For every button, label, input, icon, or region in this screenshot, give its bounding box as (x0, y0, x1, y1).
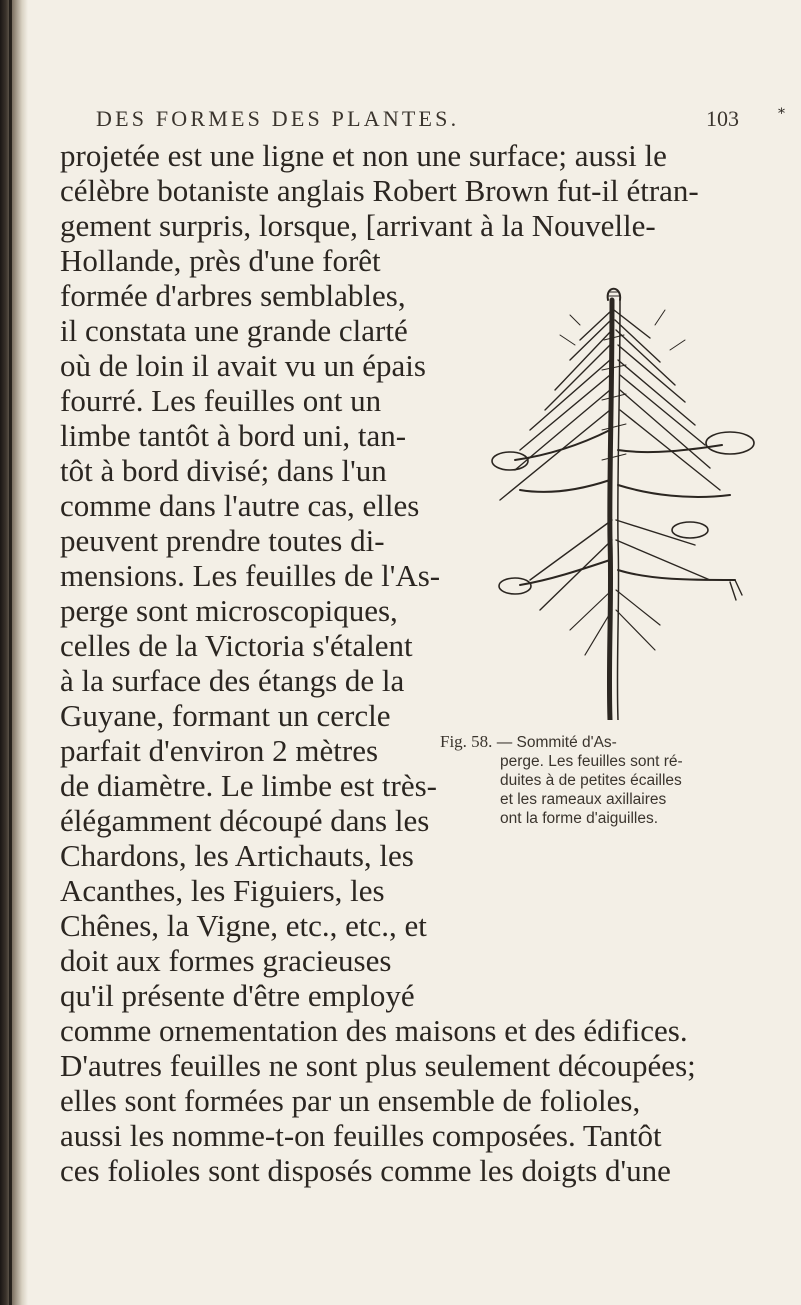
text-line: Chênes, la Vigne, etc., etc., et (60, 908, 427, 943)
text-line: fourré. Les feuilles ont un (60, 383, 382, 418)
text-line: D'autres feuilles ne sont plus seulement découpées; (60, 1048, 696, 1083)
figure-label: Fig. 58. (440, 732, 493, 751)
text-line: limbe tantôt à bord uni, tan- (60, 418, 407, 453)
caption-line: duites à de petites écailles (500, 772, 682, 789)
text-line: Chardons, les Artichauts, les (60, 838, 414, 873)
running-head (0, 106, 801, 130)
text-line: à la surface des étangs de la (60, 663, 405, 698)
text-line: projetée est une ligne et non une surface; aussi le (60, 138, 667, 173)
text-line: célèbre botaniste anglais Robert Brown fut-il étran- (60, 173, 699, 208)
text-line: aussi les nomme-t-on feuilles composées. Tantôt (60, 1118, 662, 1153)
text-line: doit aux formes gracieuses (60, 943, 392, 978)
text-line: gement surpris, lorsque, [arrivant à la Nouvelle- (60, 208, 656, 243)
caption-line: — Sommité d'As- (496, 734, 617, 751)
running-head-title: DES FORMES DES PLANTES. (96, 106, 460, 131)
figure-caption (440, 732, 785, 828)
binding-edge (9, 0, 12, 1305)
caption-line: perge. Les feuilles sont ré- (500, 753, 683, 770)
caption-line: et les rameaux axillaires (500, 791, 667, 808)
text-line: élégamment découpé dans les (60, 803, 430, 838)
caption-line: ont la forme d'aiguilles. (500, 810, 659, 827)
text-line: où de loin il avait vu un épais (60, 348, 426, 383)
text-line: tôt à bord divisé; dans l'un (60, 453, 387, 488)
text-line: Hollande, près d'une forêt (60, 243, 381, 278)
text-line: formée d'arbres semblables, (60, 278, 406, 313)
text-line: Guyane, formant un cercle (60, 698, 391, 733)
text-line: ces folioles sont disposés comme les doigts d'une (60, 1153, 671, 1188)
text-line: parfait d'environ 2 mètres (60, 733, 379, 768)
text-line: mensions. Les feuilles de l'As- (60, 558, 441, 593)
text-line: elles sont formées par un ensemble de folioles, (60, 1083, 641, 1118)
text-line: comme dans l'autre cas, elles (60, 488, 420, 523)
text-line: il constata une grande clarté (60, 313, 408, 348)
text-line: Acanthes, les Figuiers, les (60, 873, 385, 908)
text-line: de diamètre. Le limbe est très- (60, 768, 438, 803)
text-line: perge sont microscopiques, (60, 593, 398, 628)
text-line: qu'il présente d'être employé (60, 978, 415, 1013)
page-mark: * (778, 106, 785, 122)
page-number: 103 (706, 106, 739, 131)
text-line: peuvent prendre toutes di- (60, 523, 385, 558)
asparagus-illustration (460, 280, 780, 720)
book-binding-shadow (0, 0, 28, 1305)
text-line: comme ornementation des maisons et des édifices. (60, 1013, 688, 1048)
text-line: celles de la Victoria s'étalent (60, 628, 413, 663)
